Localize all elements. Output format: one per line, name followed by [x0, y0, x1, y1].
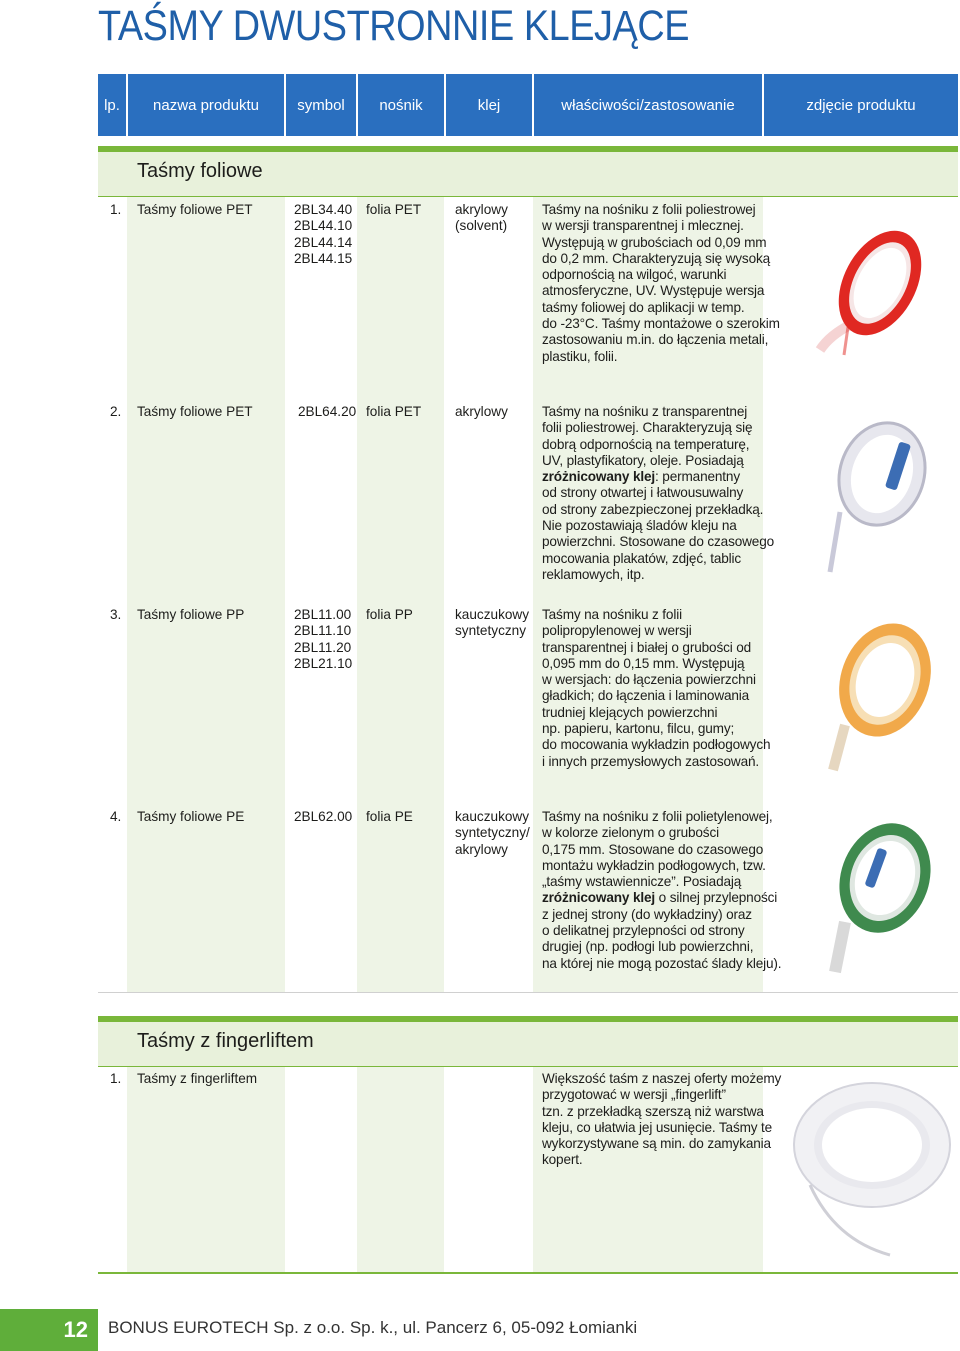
row-desc: Większość taśm z naszej oferty możemy przygotować w wersji „fingerlift” tzn. z przekładką szerszą niż warstwa kleju, co ułatwia jej usunięcie. Taśmy te wykorzystywane są min. do zamykania kopert. [542, 1071, 782, 1168]
row-carrier: folia PP [366, 607, 413, 622]
col-shade-name [127, 196, 285, 992]
row-desc-bold: zróżnicowany klej [542, 890, 656, 906]
row-desc-a: Taśmy na nośniku z transparentnej folii poliestrowej. Charakteryzują się dobrą odpornością na temperaturę, UV, plastyfikatory, oleje. Posiadają [542, 404, 753, 468]
header-lp: lp. [98, 74, 126, 136]
section-title: Taśmy foliowe [137, 160, 263, 182]
page-number: 12 [0, 1309, 98, 1351]
row-name: Taśmy foliowe PP [137, 607, 245, 622]
header-name: nazwa produktu [128, 74, 284, 136]
row-lp: 3. [110, 607, 122, 622]
row-carrier: folia PET [366, 202, 422, 217]
header-carrier: nośnik [358, 74, 444, 136]
row-symbol: 2BL34.40 2BL44.10 2BL44.14 2BL44.15 [294, 202, 353, 266]
row-lp: 2. [110, 404, 122, 419]
row-lp: 1. [110, 202, 122, 217]
row-lp: 4. [110, 809, 122, 824]
footer-company: BONUS EUROTECH Sp. z o.o. Sp. k., ul. Pancerz 6, 05-092 Łomianki [108, 1318, 638, 1337]
col-shade-name-2 [127, 1067, 285, 1272]
row-name: Taśmy foliowe PE [137, 809, 245, 824]
row-glue: kauczukowy syntetyczny [455, 607, 530, 639]
header-properties: właściwości/zastosowanie [534, 74, 762, 136]
row-desc-b: : permanentny od strony otwartej i łatwousuwalny od strony zabezpieczonej przekładką. Nie pozostawiają śladów kleju na powierzchni. Stosowane do czasowego mocowania plakatów, zdjęć, tablic reklamowych, itp. [542, 469, 775, 582]
row-desc: Taśmy na nośniku z folii poliestrowej w wersji transparentnej i mlecznej. Występują w grubościach od 0,09 mm do 0,2 mm. Charakteryzują się wysoką odpornością na wilgoć, warunki atmosferyczne, UV. Występuje wersja taśmy foliowej do aplikacji w temp. do -23°C. Taśmy montażowe o szerokim zastosowaniu m.in. do łączenia metali, plastiku, folii. [542, 202, 780, 364]
page-title: TAŚMY DWUSTRONNIE KLEJĄCE [98, 2, 690, 50]
header-symbol: symbol [286, 74, 356, 136]
red-tape-roll-icon [800, 215, 940, 375]
row-desc [542, 404, 774, 583]
orange-tape-roll-icon [805, 610, 945, 780]
row-carrier: folia PET [366, 404, 422, 419]
row-desc-b: o silnej przylepności z jednej strony (do wykładziny) oraz o delikatnej przylepności od strony drugiej (np. podłogi lub powierzchni, na której nie mogą pozostać ślady kleju). [542, 890, 782, 971]
table-bottom-line [98, 1272, 958, 1274]
fingerlift-tape-roll-icon [780, 1075, 955, 1265]
row-desc [542, 809, 781, 972]
col-shade-carrier [357, 196, 444, 992]
section-bottom-line [98, 1066, 958, 1067]
row-name: Taśmy foliowe PET [137, 404, 253, 419]
header-photo: zdjęcie produktu [764, 74, 958, 136]
table-divider [98, 992, 958, 993]
row-name: Taśmy z fingerliftem [137, 1071, 258, 1086]
row-carrier: folia PE [366, 809, 413, 824]
row-symbol: 2BL62.00 [294, 809, 353, 824]
row-symbol: 2BL64.20 [298, 404, 357, 419]
green-tape-roll-icon [805, 812, 945, 982]
section-bottom-line [98, 196, 958, 197]
section-title: Taśmy z fingerliftem [137, 1030, 314, 1052]
row-name: Taśmy foliowe PET [137, 202, 253, 217]
row-desc-a: Taśmy na nośniku z folii polietylenowej, w kolorze zielonym o grubości 0,175 mm. Stosowane do czasowego montażu wykładzin podłogowych, tzw. „taśmy wstawiennicze”. Posiadają [542, 809, 773, 890]
row-glue: akrylowy (solvent) [455, 202, 508, 234]
col-shade-carrier-2 [357, 1067, 444, 1272]
row-glue: kauczukowy syntetyczny/ akrylowy [455, 809, 530, 857]
header-glue: klej [446, 74, 532, 136]
row-desc-bold: zróżnicowany klej [542, 469, 656, 485]
row-glue: akrylowy [455, 404, 508, 419]
row-symbol: 2BL11.00 2BL11.10 2BL11.20 2BL21.10 [294, 607, 353, 671]
white-tape-roll-icon [810, 412, 940, 582]
row-lp: 1. [110, 1071, 122, 1086]
row-desc: Taśmy na nośniku z folii polipropylenowej w wersji transparentnej i białej o grubości od 0,095 mm do 0,15 mm. Występują w wersjach: do łączenia powierzchni gładkich; do łączenia i laminowania trudniej klejących powierzchni np. papieru, kartonu, filcu, gumy; do mocowania wykładzin podłogowych i innych przemysłowych zastosowań. [542, 607, 771, 769]
